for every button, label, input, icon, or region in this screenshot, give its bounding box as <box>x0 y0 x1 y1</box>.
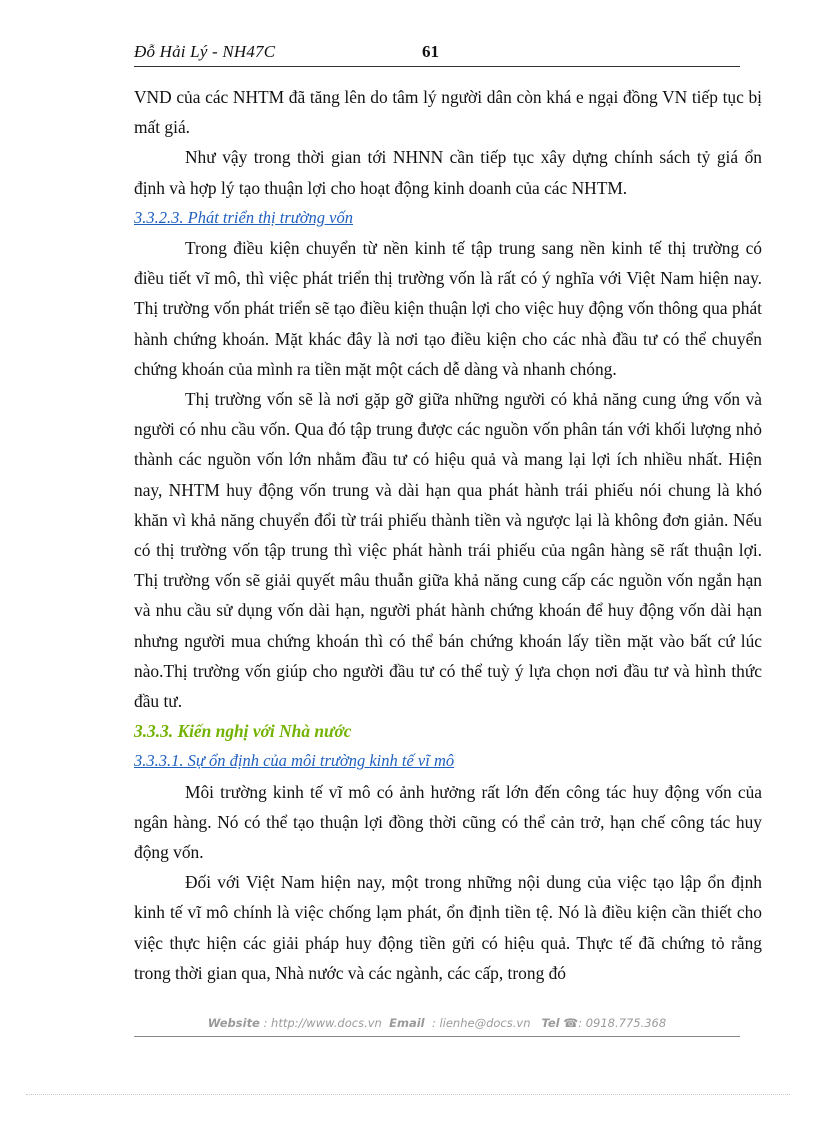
paragraph: Đối với Việt Nam hiện nay, một trong những nội dung của việc tạo lập ổn định kinh tế vĩ mô chính là việc chống lạm phát, ổn định tiền tệ. Nó là điều kiện cần thiết cho việc thực hiện các giải pháp huy động tiền gửi có hiệu quả. Thực tế đã chứng tỏ rằng trong thời gian qua, Nhà nước và các ngành, các cấp, trong đó <box>134 872 762 983</box>
page-bottom-divider <box>26 1094 790 1095</box>
footer-email-link[interactable]: : lienhe@docs.vn <box>431 1016 531 1030</box>
paragraph: VND của các NHTM đã tăng lên do tâm lý người dân còn khá e ngại đồng VN tiếp tục bị mất giá. <box>134 87 762 138</box>
phone-icon: ☎ <box>563 1016 579 1030</box>
footer-website-link[interactable]: : http://www.docs.vn <box>263 1016 382 1030</box>
section-heading-3-3-3: 3.3.3. Kiến nghị với Nhà nước <box>134 721 352 742</box>
page-header <box>134 40 740 67</box>
section-heading-3-3-2-3[interactable]: 3.3.2.3. Phát triển thị trường vốn <box>134 207 354 227</box>
footer-email-label: Email <box>389 1016 425 1030</box>
footer-website-label: Website <box>207 1016 260 1030</box>
paragraph: Như vậy trong thời gian tới NHNN cần tiếp tục xây dựng chính sách tỷ giá ổn định và hợp lý tạo thuận lợi cho hoạt động kinh doanh của các NHTM. <box>134 147 762 198</box>
footer-tel-label: Tel <box>541 1016 560 1030</box>
paragraph: Thị trường vốn sẽ là nơi gặp gỡ giữa những người có khả năng cung ứng vốn và người có nhu cầu vốn. Qua đó tập trung được các nguồn vốn phân tán với khối lượng nhỏ thành các nguồn vốn lớn nhằm đầu tư có hiệu quả và mang lại lợi ích nhiều nhất. Hiện nay, NHTM huy động vốn trung và dài hạn qua phát hành trái phiếu nói chung là khó khăn vì khả năng chuyển đổi từ trái phiếu thành tiền và ngược lại là không đơn giản. Nếu có thị trường vốn tập trung thì việc phát hành trái phiếu của ngân hàng sẽ rất thuận lợi. Thị trường vốn sẽ giải quyết mâu thuẫn giữa khả năng cung cấp các nguồn vốn ngắn hạn và nhu cầu sử dụng vốn dài hạn, người phát hành chứng khoán để huy động vốn dài hạn nhưng người mua chứng khoán thì có thể bán chứng khoán lấy tiền mặt vào bất cứ lúc nào.Thị trường vốn giúp cho người đầu tư có thể tuỳ ý lựa chọn nơi đầu tư và hình thức đầu tư. <box>134 389 762 712</box>
page-number: 61 <box>422 42 439 61</box>
page-footer <box>134 1016 740 1037</box>
header-author: Đỗ Hải Lý - NH47C <box>134 42 276 61</box>
paragraph: Trong điều kiện chuyển từ nền kinh tế tập trung sang nền kinh tế thị trường có điều tiết vĩ mô, thì việc phát triển thị trường vốn là rất có ý nghĩa với Việt Nam hiện nay. Thị trường vốn phát triển sẽ tạo điều kiện thuận lợi cho việc huy động vốn thông qua phát hành chứng khoán. Mặt khác đây là nơi tạo điều kiện cho các nhà đầu tư có thể chuyển chứng khoán của mình ra tiền mặt một cách dễ dàng và nhanh chóng. <box>134 238 762 379</box>
section-heading-3-3-3-1[interactable]: 3.3.3.1. Sự ổn định của môi trường kinh tế vĩ mô <box>134 751 455 771</box>
footer-tel-value: : 0918.775.368 <box>578 1016 667 1030</box>
page-content <box>134 82 762 988</box>
paragraph: Môi trường kinh tế vĩ mô có ảnh hưởng rất lớn đến công tác huy động vốn của ngân hàng. Nó có thể tạo thuận lợi đồng thời cũng có thể cản trở, hạn chế công tác huy động vốn. <box>134 781 762 863</box>
